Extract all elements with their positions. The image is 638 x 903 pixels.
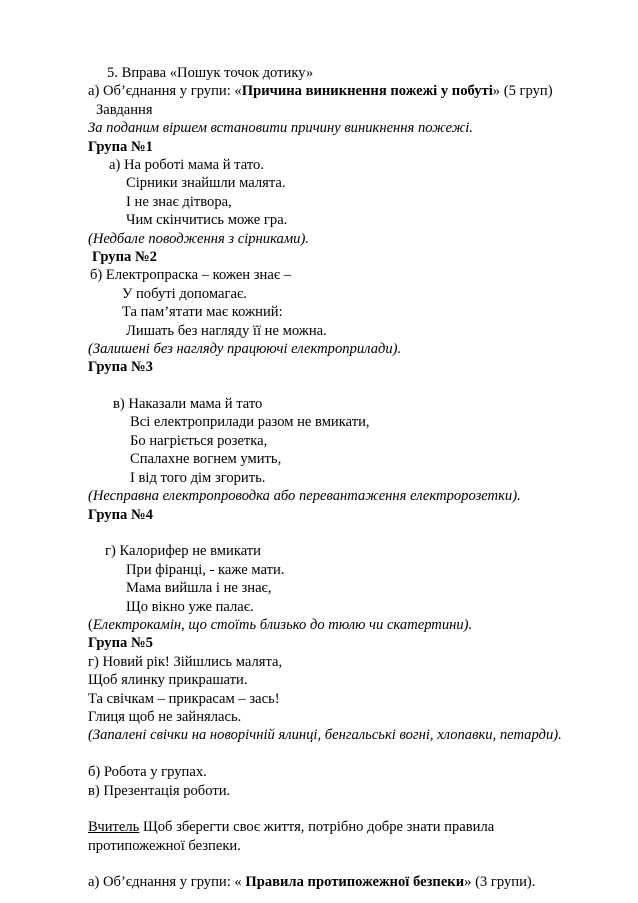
group-3-heading: Група №3	[88, 359, 153, 375]
grouping-suffix: » (5 груп)	[492, 83, 553, 99]
task-instruction: За поданим віршем встановити причину виникнення пожежі.	[88, 120, 473, 136]
work-in-groups: б) Робота у групах.	[88, 764, 207, 780]
group-2-answer: (Залишені без нагляду працюючі електроприлади).	[88, 341, 402, 357]
group-3-line-5: І від того дім згорить.	[130, 470, 266, 486]
grouping-line	[88, 84, 553, 99]
group-2-line-3: Та пам’ятати має кожний:	[122, 304, 283, 320]
group-4-line-2: При фіранці, - каже мати.	[126, 562, 285, 578]
final-prefix: а) Об’єднання у групи: «	[88, 874, 246, 890]
group-1-line-1: а) На роботі мама й тато.	[109, 157, 264, 173]
group-2-line-1: б) Електропраска – кожен знає –	[90, 267, 292, 283]
exercise-title: 5. Вправа «Пошук точок дотику»	[107, 65, 314, 81]
group-5-answer: (Запалені свічки на новорічній ялинці, бенгальські вогні, хлопавки, петарди).	[88, 727, 562, 743]
group-4-answer-text: Електрокамін, що стоїть близько до тюлю чи скатертини).	[92, 617, 473, 633]
group-4-line-1: г) Калорифер не вмикати	[105, 543, 261, 559]
group-1-heading: Група №1	[88, 139, 153, 155]
group-1-line-2: Сірники знайшли малята.	[126, 175, 286, 191]
group-3-line-4: Спалахне вогнем умить,	[130, 451, 282, 467]
group-4-answer	[88, 618, 472, 633]
group-1-line-3: І не знає дітвора,	[126, 194, 232, 210]
group-3-line-2: Всі електроприлади разом не вмикати,	[130, 414, 370, 430]
group-1-line-4: Чим скінчитись може гра.	[126, 212, 288, 228]
group-5-line-1: г) Новий рік! Зійшлись малята,	[88, 654, 283, 670]
group-1-answer: (Недбале поводження з сірниками).	[88, 231, 309, 247]
group-2-line-4: Лишать без нагляду її не можна.	[126, 323, 327, 339]
teacher-line-2: протипожежної безпеки.	[88, 838, 241, 854]
group-5-heading: Група №5	[88, 635, 153, 651]
teacher-label: Вчитель	[88, 819, 140, 835]
group-4-line-3: Мама вийшла і не знає,	[126, 580, 272, 596]
final-suffix: » (3 групи).	[464, 874, 536, 890]
group-3-answer: (Несправна електропроводка або перевантаження електророзетки).	[88, 488, 521, 504]
group-2-heading: Група №2	[92, 249, 157, 265]
work-presentation: в) Презентація роботи.	[88, 783, 231, 799]
task-label: Завдання	[96, 102, 153, 118]
group-5-line-4: Глиця щоб не зайнялась.	[88, 709, 242, 725]
final-topic: Правила протипожежної безпеки	[245, 874, 465, 890]
group-5-line-2: Щоб ялинку прикрашати.	[88, 672, 248, 688]
group-4-line-4: Що вікно уже палає.	[126, 599, 254, 615]
group-5-line-3: Та свічкам – прикрасам – зась!	[88, 691, 280, 707]
teacher-text-1: Щоб зберегти своє життя, потрібно добре знати правила	[139, 819, 495, 835]
group-3-line-3: Бо нагріється розетка,	[130, 433, 268, 449]
grouping-prefix: а) Об’єднання у групи: «	[88, 83, 242, 99]
teacher-line-1	[88, 820, 494, 835]
group-3-line-1: в) Наказали мама й тато	[113, 396, 263, 412]
final-grouping-line	[88, 875, 535, 890]
group-4-answer-open: (	[88, 617, 93, 633]
grouping-topic: Причина виникнення пожежі у побуті	[241, 83, 493, 99]
group-4-heading: Група №4	[88, 507, 153, 523]
group-2-line-2: У побуті допомагає.	[122, 286, 247, 302]
